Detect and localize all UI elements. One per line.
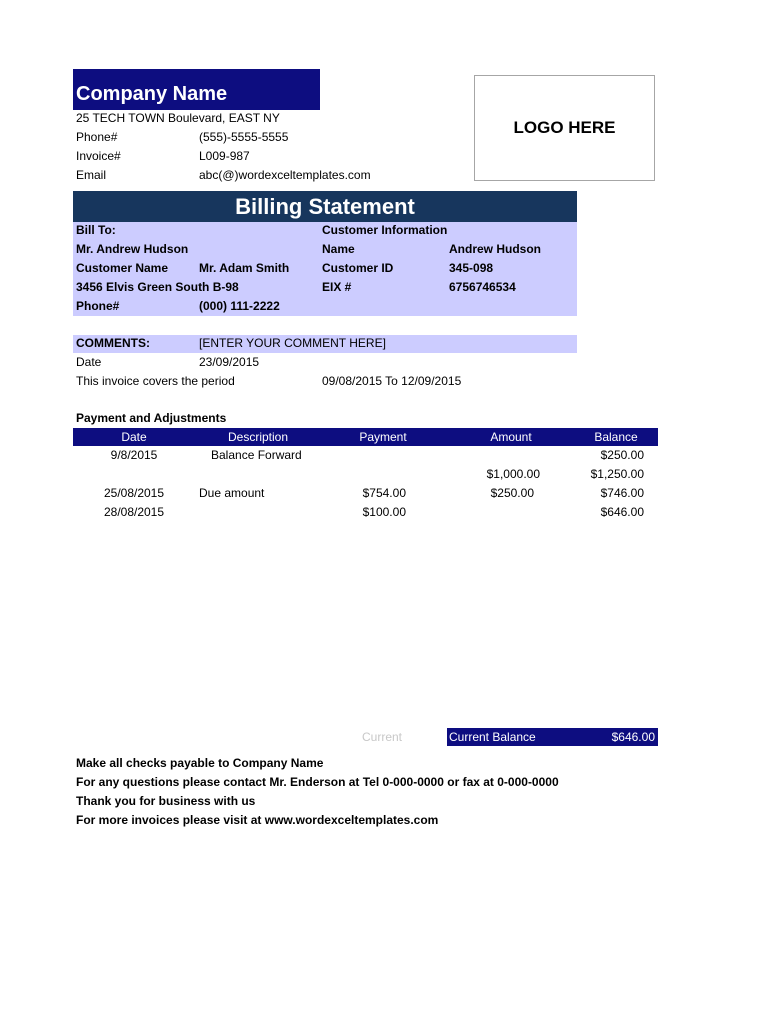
column-header-balance: Balance	[594, 430, 638, 444]
table-cell-payment: $754.00	[362, 486, 406, 500]
footer-line: Make all checks payable to Company Name	[76, 756, 324, 770]
bill-to-address: 3456 Elvis Green South B-98	[76, 280, 239, 294]
footer-line: For more invoices please visit at www.wordexceltemplates.com	[76, 813, 439, 827]
footer-line: Thank you for business with us	[76, 794, 256, 808]
table-cell-date: 9/8/2015	[110, 448, 158, 462]
comments-label: COMMENTS:	[76, 336, 150, 350]
customer-info-heading: Customer Information	[322, 223, 448, 237]
table-cell-balance: $646.00	[600, 505, 644, 519]
table-cell-payment: $100.00	[362, 505, 406, 519]
eix-number: 6756746534	[449, 280, 516, 294]
company-invoice-number: L009-987	[199, 149, 250, 163]
column-header-payment: Payment	[359, 430, 407, 444]
column-header-amount: Amount	[490, 430, 532, 444]
customer-name-label: Customer Name	[76, 261, 169, 275]
company-phone-label: Phone#	[76, 130, 118, 144]
column-header-date: Date	[121, 430, 147, 444]
date-value: 23/09/2015	[199, 355, 260, 369]
company-email-label: Email	[76, 168, 107, 182]
comments-field[interactable]: [ENTER YOUR COMMENT HERE]	[199, 336, 386, 350]
table-cell-description: Balance Forward	[211, 448, 302, 462]
company-address: 25 TECH TOWN Boulevard, EAST NY	[76, 111, 280, 125]
company-name: Company Name	[73, 69, 320, 110]
bill-to-phone-label: Phone#	[76, 299, 120, 313]
statement-title: Billing Statement	[73, 191, 577, 222]
period-label: This invoice covers the period	[76, 374, 235, 388]
table-cell-amount: $1,000.00	[486, 467, 540, 481]
company-phone: (555)-5555-5555	[199, 130, 289, 144]
company-invoice-label: Invoice#	[76, 149, 121, 163]
payments-section-title: Payment and Adjustments	[76, 411, 227, 425]
table-cell-balance: $250.00	[600, 448, 644, 462]
payments-table-header	[73, 428, 658, 446]
customer-info-name: Andrew Hudson	[449, 242, 541, 256]
table-cell-description: Due amount	[199, 486, 265, 500]
table-cell-amount: $250.00	[490, 486, 534, 500]
logo-placeholder	[474, 75, 655, 181]
eix-label: EIX #	[322, 280, 352, 294]
customer-id-label: Customer ID	[322, 261, 394, 275]
customer-id: 345-098	[449, 261, 494, 275]
bill-to-heading: Bill To:	[76, 223, 116, 237]
customer-info-name-label: Name	[322, 242, 355, 256]
table-cell-balance: $746.00	[600, 486, 644, 500]
table-cell-balance: $1,250.00	[590, 467, 644, 481]
current-faded-label: Current	[362, 730, 403, 744]
bill-to-phone: (000) 111-2222	[199, 299, 280, 313]
bill-to-name: Mr. Andrew Hudson	[76, 242, 189, 256]
company-email: abc(@)wordexceltemplates.com	[199, 168, 371, 182]
current-balance-label: Current Balance	[449, 730, 536, 744]
date-label: Date	[76, 355, 102, 369]
footer-line: For any questions please contact Mr. Enderson at Tel 0-000-0000 or fax at 0-000-0000	[76, 775, 559, 789]
table-cell-date: 25/08/2015	[103, 486, 165, 500]
column-header-description: Description	[227, 430, 289, 444]
period-value: 09/08/2015 To 12/09/2015	[322, 374, 462, 388]
logo-text: LOGO HERE	[513, 118, 616, 137]
current-balance-bar	[447, 728, 658, 746]
customer-name-value: Mr. Adam Smith	[199, 261, 290, 275]
table-cell-date: 28/08/2015	[103, 505, 165, 519]
current-balance-value: $646.00	[611, 730, 655, 744]
